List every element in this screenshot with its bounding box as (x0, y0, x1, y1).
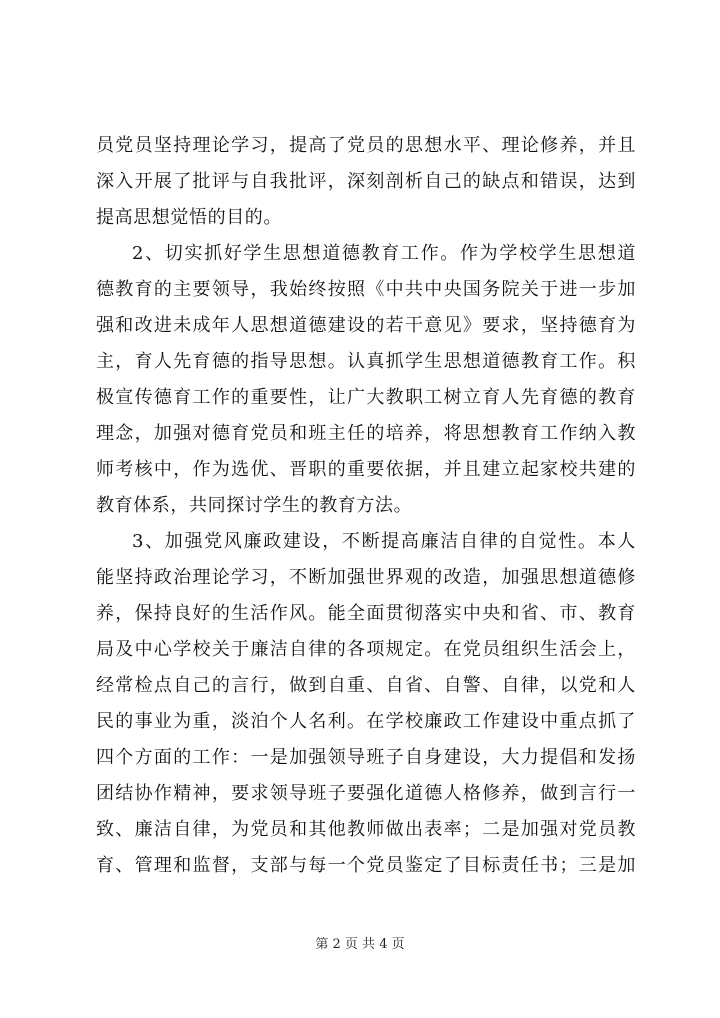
page-footer: 第 2 页 共 4 页 (315, 937, 405, 952)
text-line: 3、加强党风廉政建设，不断提高廉洁自律的自觉性。本人 (132, 531, 636, 552)
text-line: 致、廉洁自律，为党员和其他教师做出表率；二是加强对党员教 (96, 819, 636, 840)
text-line: 主，育人先育德的指导思想。认真抓学生思想道德教育工作。积 (96, 351, 636, 372)
text-line: 育、管理和监督，支部与每一个党员鉴定了目标责任书；三是加 (96, 855, 636, 876)
text-line: 深入开展了批评与自我批评，深刻剖析自己的缺点和错误，达到 (96, 171, 636, 192)
text-line: 提高思想觉悟的目的。 (96, 207, 282, 228)
text-line: 员党员坚持理论学习，提高了党员的思想水平、理论修养，并且 (96, 135, 636, 156)
text-line: 师考核中，作为选优、晋职的重要依据，并且建立起家校共建的 (96, 459, 636, 480)
text-line: 局及中心学校关于廉洁自律的各项规定。在党员组织生活会上， (96, 639, 636, 660)
text-line: 经常检点自己的言行，做到自重、自省、自警、自律，以党和人 (96, 675, 636, 696)
text-line: 2、切实抓好学生思想道德教育工作。作为学校学生思想道 (132, 243, 636, 264)
text-line: 四个方面的工作：一是加强领导班子自身建设，大力提倡和发扬 (96, 747, 636, 768)
document-body (96, 128, 636, 884)
text-line: 民的事业为重，淡泊个人名利。在学校廉政工作建设中重点抓了 (96, 711, 636, 732)
text-line: 德教育的主要领导，我始终按照《中共中央国务院关于进一步加 (96, 279, 636, 300)
text-line: 教育体系，共同探讨学生的教育方法。 (96, 495, 413, 516)
text-line: 极宣传德育工作的重要性，让广大教职工树立育人先育德的教育 (96, 387, 636, 408)
text-line: 养，保持良好的生活作风。能全面贯彻落实中央和省、市、教育 (96, 603, 636, 624)
text-line: 能坚持政治理论学习，不断加强世界观的改造，加强思想道德修 (96, 567, 636, 588)
text-line: 强和改进未成年人思想道德建设的若干意见》要求，坚持德育为 (96, 315, 636, 336)
text-line: 团结协作精神，要求领导班子要强化道德人格修养，做到言行一 (96, 783, 636, 804)
text-line: 理念，加强对德育党员和班主任的培养，将思想教育工作纳入教 (96, 423, 636, 444)
